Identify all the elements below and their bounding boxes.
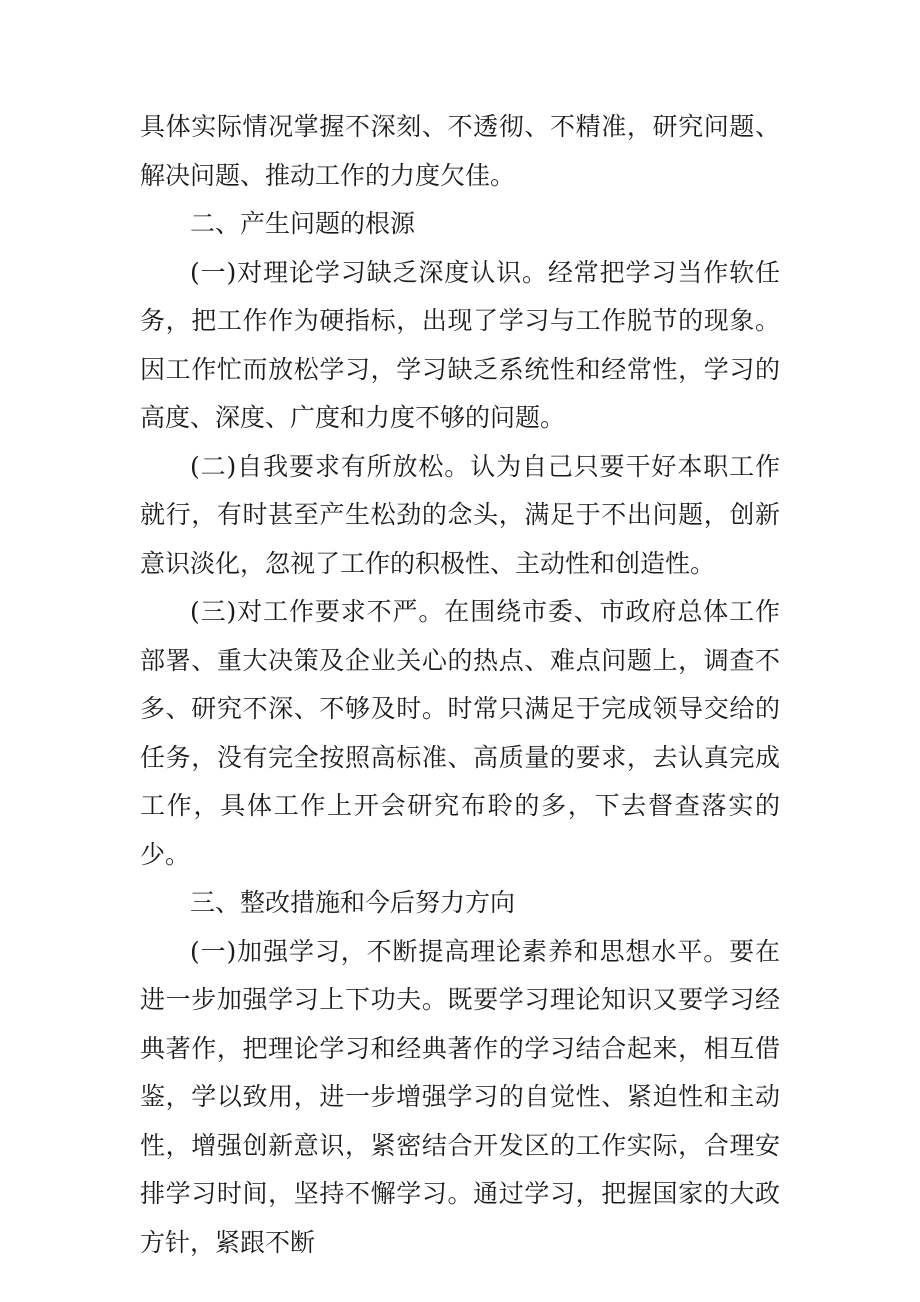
section-heading-root-causes: 二、产生问题的根源 [190,209,416,238]
document-body [140,103,780,1267]
paragraph-strengthen-study: (一)加强学习，不断提高理论素养和思想水平。要在进一步加强学习上下功夫。既要学习理论知识又要学习经典著作，把理论学习和经典著作的学习结合起来，相互借鉴，学以致用，进一步增强学习的自觉性、紧迫性和主动性，增强创新意识，紧密结合开发区的工作实际，合理安排学习时间，坚持不懈学习。通过学习，把握国家的大政方针，紧跟不断 [140,936,780,1257]
paragraph-theory-study: (一)对理论学习缺乏深度认识。经常把学习当作软任务，把工作作为硬指标，出现了学习与工作脱节的现象。因工作忙而放松学习，学习缺乏系统性和经常性，学习的高度、深度、广度和力度不够的问题。 [140,257,780,432]
paragraph-work-requirements: (三)对工作要求不严。在围绕市委、市政府总体工作部署、重大决策及企业关心的热点、难点问题上，调查不多、研究不深、不够及时。时常只满足于完成领导交给的任务，没有完全按照高标准、高质量的要求，去认真完成工作，具体工作上开会研究布聆的多，下去督查落实的少。 [140,597,780,869]
continuation-paragraph: 具体实际情况掌握不深刻、不透彻、不精准，研究问题、解决问题、推动工作的力度欠佳。 [140,112,780,190]
section-heading-rectification: 三、整改措施和今后努力方向 [190,888,516,917]
paragraph-self-requirements: (二)自我要求有所放松。认为自己只要干好本职工作就行，有时甚至产生松劲的念头，满足于不出问题，创新意识淡化，忽视了工作的积极性、主动性和创造性。 [140,451,780,578]
